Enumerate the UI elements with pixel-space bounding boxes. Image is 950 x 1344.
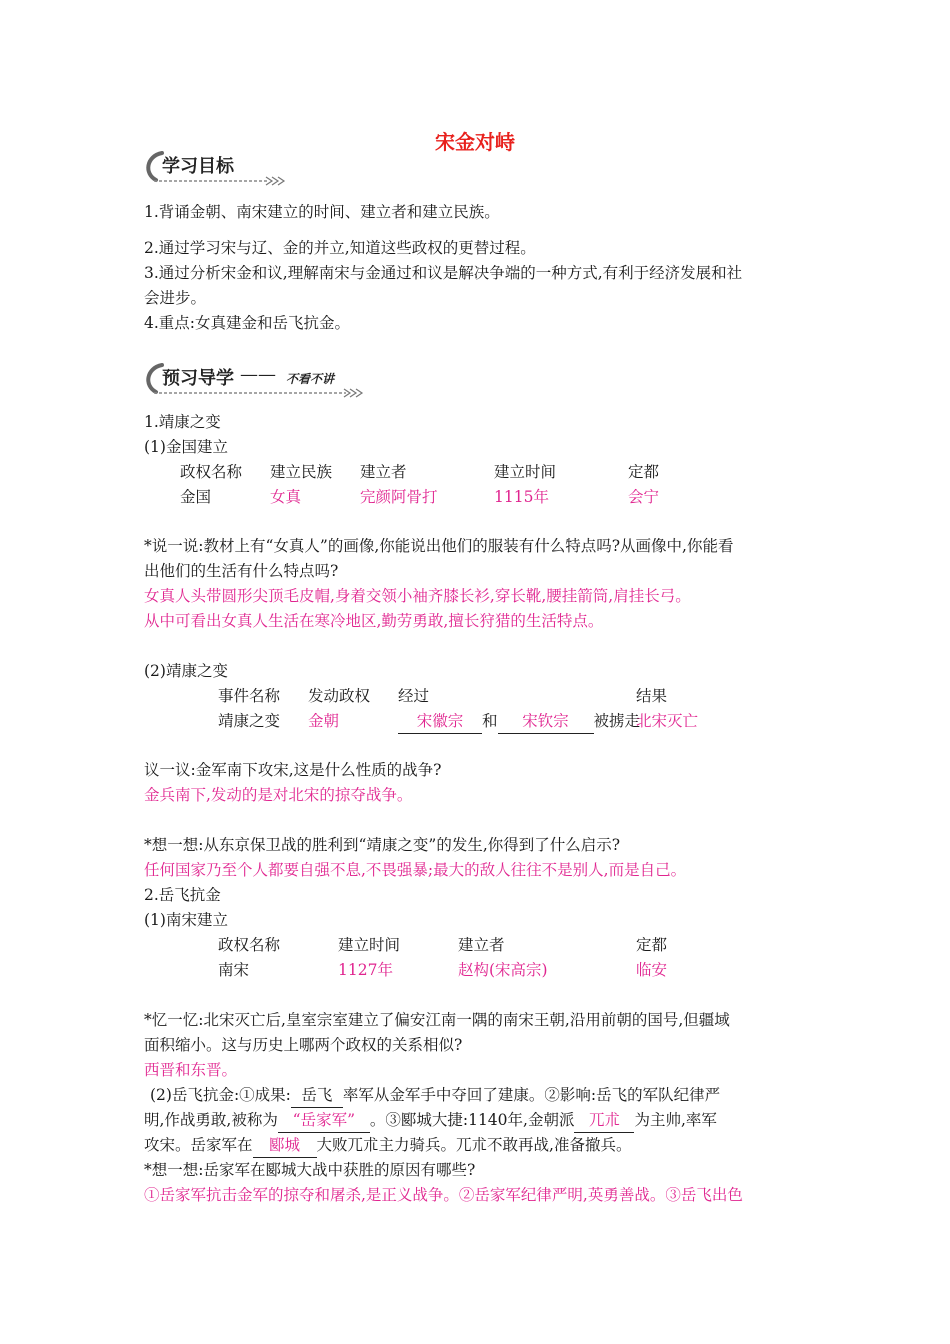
table-cell-answer: 女真 — [270, 488, 302, 506]
text: 明,作战勇敢,被称为 — [144, 1111, 278, 1129]
table-cell-answer: 1115年 — [494, 488, 549, 506]
subsection-heading: (1)金国建立 — [144, 438, 228, 456]
text: 。③郾城大捷:1140年,金朝派 — [369, 1111, 575, 1129]
objective-1: 1.背诵金朝、南宋建立的时间、建立者和建立民族。 — [144, 203, 500, 221]
after-text: 被掳走 — [593, 712, 641, 730]
table-cell-answer: 北宋灭亡 — [636, 712, 699, 730]
table-cell-answer: 完颜阿骨打 — [360, 488, 438, 506]
question-cont: 出他们的生活有什么特点吗? — [144, 562, 339, 580]
subsection-heading: (1)南宋建立 — [144, 911, 228, 929]
answer: 金兵南下,发动的是对北宋的掠夺战争。 — [144, 786, 413, 804]
paragraph-line — [144, 1108, 717, 1133]
text: 率军从金军手中夺回了建康。②影响:岳飞的军队纪律严 — [342, 1086, 721, 1104]
section-banner-preview — [140, 360, 380, 400]
table-header: 建立民族 — [270, 463, 333, 481]
question: *说一说:教材上有“女真人”的画像,你能说出他们的服装有什么特点吗?从画像中,你能看 — [144, 537, 734, 555]
answer: 任何国家乃至个人都要自强不息,不畏强暴;最大的敌人往往不是别人,而是自己。 — [144, 861, 687, 879]
table-header: 政权名称 — [218, 936, 281, 954]
banner-label: 预习导学 — [162, 368, 234, 389]
fill-blank: “岳家军” — [278, 1108, 370, 1133]
question: *忆一忆:北宋灭亡后,皇室宗室建立了偏安江南一隅的南宋王朝,沿用前朝的国号,但疆域 — [144, 1011, 730, 1029]
objective-4: 4.重点:女真建金和岳飞抗金。 — [144, 314, 351, 332]
text: 攻宋。岳家军在 — [144, 1136, 253, 1154]
text: 为主帅,率军 — [634, 1111, 717, 1129]
answer: ①岳家军抗击金军的掠夺和屠杀,是正义战争。②岳家军纪律严明,英勇善战。③岳飞出色 — [144, 1186, 743, 1204]
answer: 西晋和东晋。 — [144, 1061, 238, 1079]
objective-3-cont: 会进步。 — [144, 289, 207, 307]
section-banner-objectives — [140, 148, 290, 188]
fill-blank: 岳飞 — [291, 1083, 343, 1108]
section-heading: 2.岳飞抗金 — [144, 886, 221, 904]
fill-blank: 郾城 — [253, 1133, 317, 1158]
table-cell: 靖康之变 — [218, 712, 281, 730]
objective-3: 3.通过分析宋金和议,理解南宋与金通过和议是解决争端的一种方式,有利于经济发展和社 — [144, 264, 743, 282]
table-cell-answer: 赵构(宋高宗) — [458, 961, 548, 979]
table-cell-answer: 金朝 — [308, 712, 340, 730]
banner-label: 学习目标 — [162, 156, 234, 177]
question: *想一想:岳家军在郾城大战中获胜的原因有哪些? — [144, 1161, 476, 1179]
table-cell: 南宋 — [218, 961, 250, 979]
table-header: 建立时间 — [494, 463, 557, 481]
table-cell-process — [398, 709, 640, 734]
subsection-heading: (2)靖康之变 — [144, 662, 228, 680]
question: 议一议:金军南下攻宋,这是什么性质的战争? — [144, 761, 442, 779]
answer-cont: 从中可看出女真人生活在寒冷地区,勤劳勇敢,擅长狩猎的生活特点。 — [144, 612, 604, 630]
table-header: 定都 — [628, 463, 660, 481]
paragraph-line — [144, 1133, 631, 1158]
table-header: 发动政权 — [308, 687, 371, 705]
objective-2: 2.通过学习宋与辽、金的并立,知道这些政权的更替过程。 — [144, 239, 536, 257]
table-header: 结果 — [636, 687, 668, 705]
table-cell-answer: 临安 — [636, 961, 668, 979]
answer: 女真人头带圆形尖顶毛皮帽,身着交领小袖齐膝长衫,穿长靴,腰挂箭筒,肩挂长弓。 — [144, 587, 691, 605]
table-header: 建立者 — [360, 463, 407, 481]
table-header: 经过 — [398, 687, 430, 705]
question: *想一想:从东京保卫战的胜利到“靖康之变”的发生,你得到了什么启示? — [144, 836, 621, 854]
fill-blank: 兀朮 — [574, 1108, 634, 1133]
table-cell-answer: 会宁 — [628, 488, 660, 506]
question-cont: 面积缩小。这与历史上哪两个政权的关系相似? — [144, 1036, 463, 1054]
and-text: 和 — [482, 712, 498, 730]
table-cell-answer: 1127年 — [338, 961, 393, 979]
table-header: 事件名称 — [218, 687, 281, 705]
text: (2)岳飞抗金:①成果: — [150, 1086, 291, 1104]
banner-sub: 不看不讲 — [286, 372, 335, 386]
fill-blank: 宋徽宗 — [398, 709, 482, 734]
table-header: 政权名称 — [180, 463, 243, 481]
table-header: 建立时间 — [338, 936, 401, 954]
paragraph-line — [150, 1083, 720, 1108]
page-title: 宋金对峙 — [435, 130, 515, 154]
fill-blank: 宋钦宗 — [498, 709, 594, 734]
section-heading: 1.靖康之变 — [144, 413, 221, 431]
text: 大败兀朮主力骑兵。兀朮不敢再战,准备撤兵。 — [316, 1136, 632, 1154]
table-header: 定都 — [636, 936, 668, 954]
banner-dash: —— — [240, 364, 276, 385]
table-cell: 金国 — [180, 488, 212, 506]
table-header: 建立者 — [458, 936, 505, 954]
